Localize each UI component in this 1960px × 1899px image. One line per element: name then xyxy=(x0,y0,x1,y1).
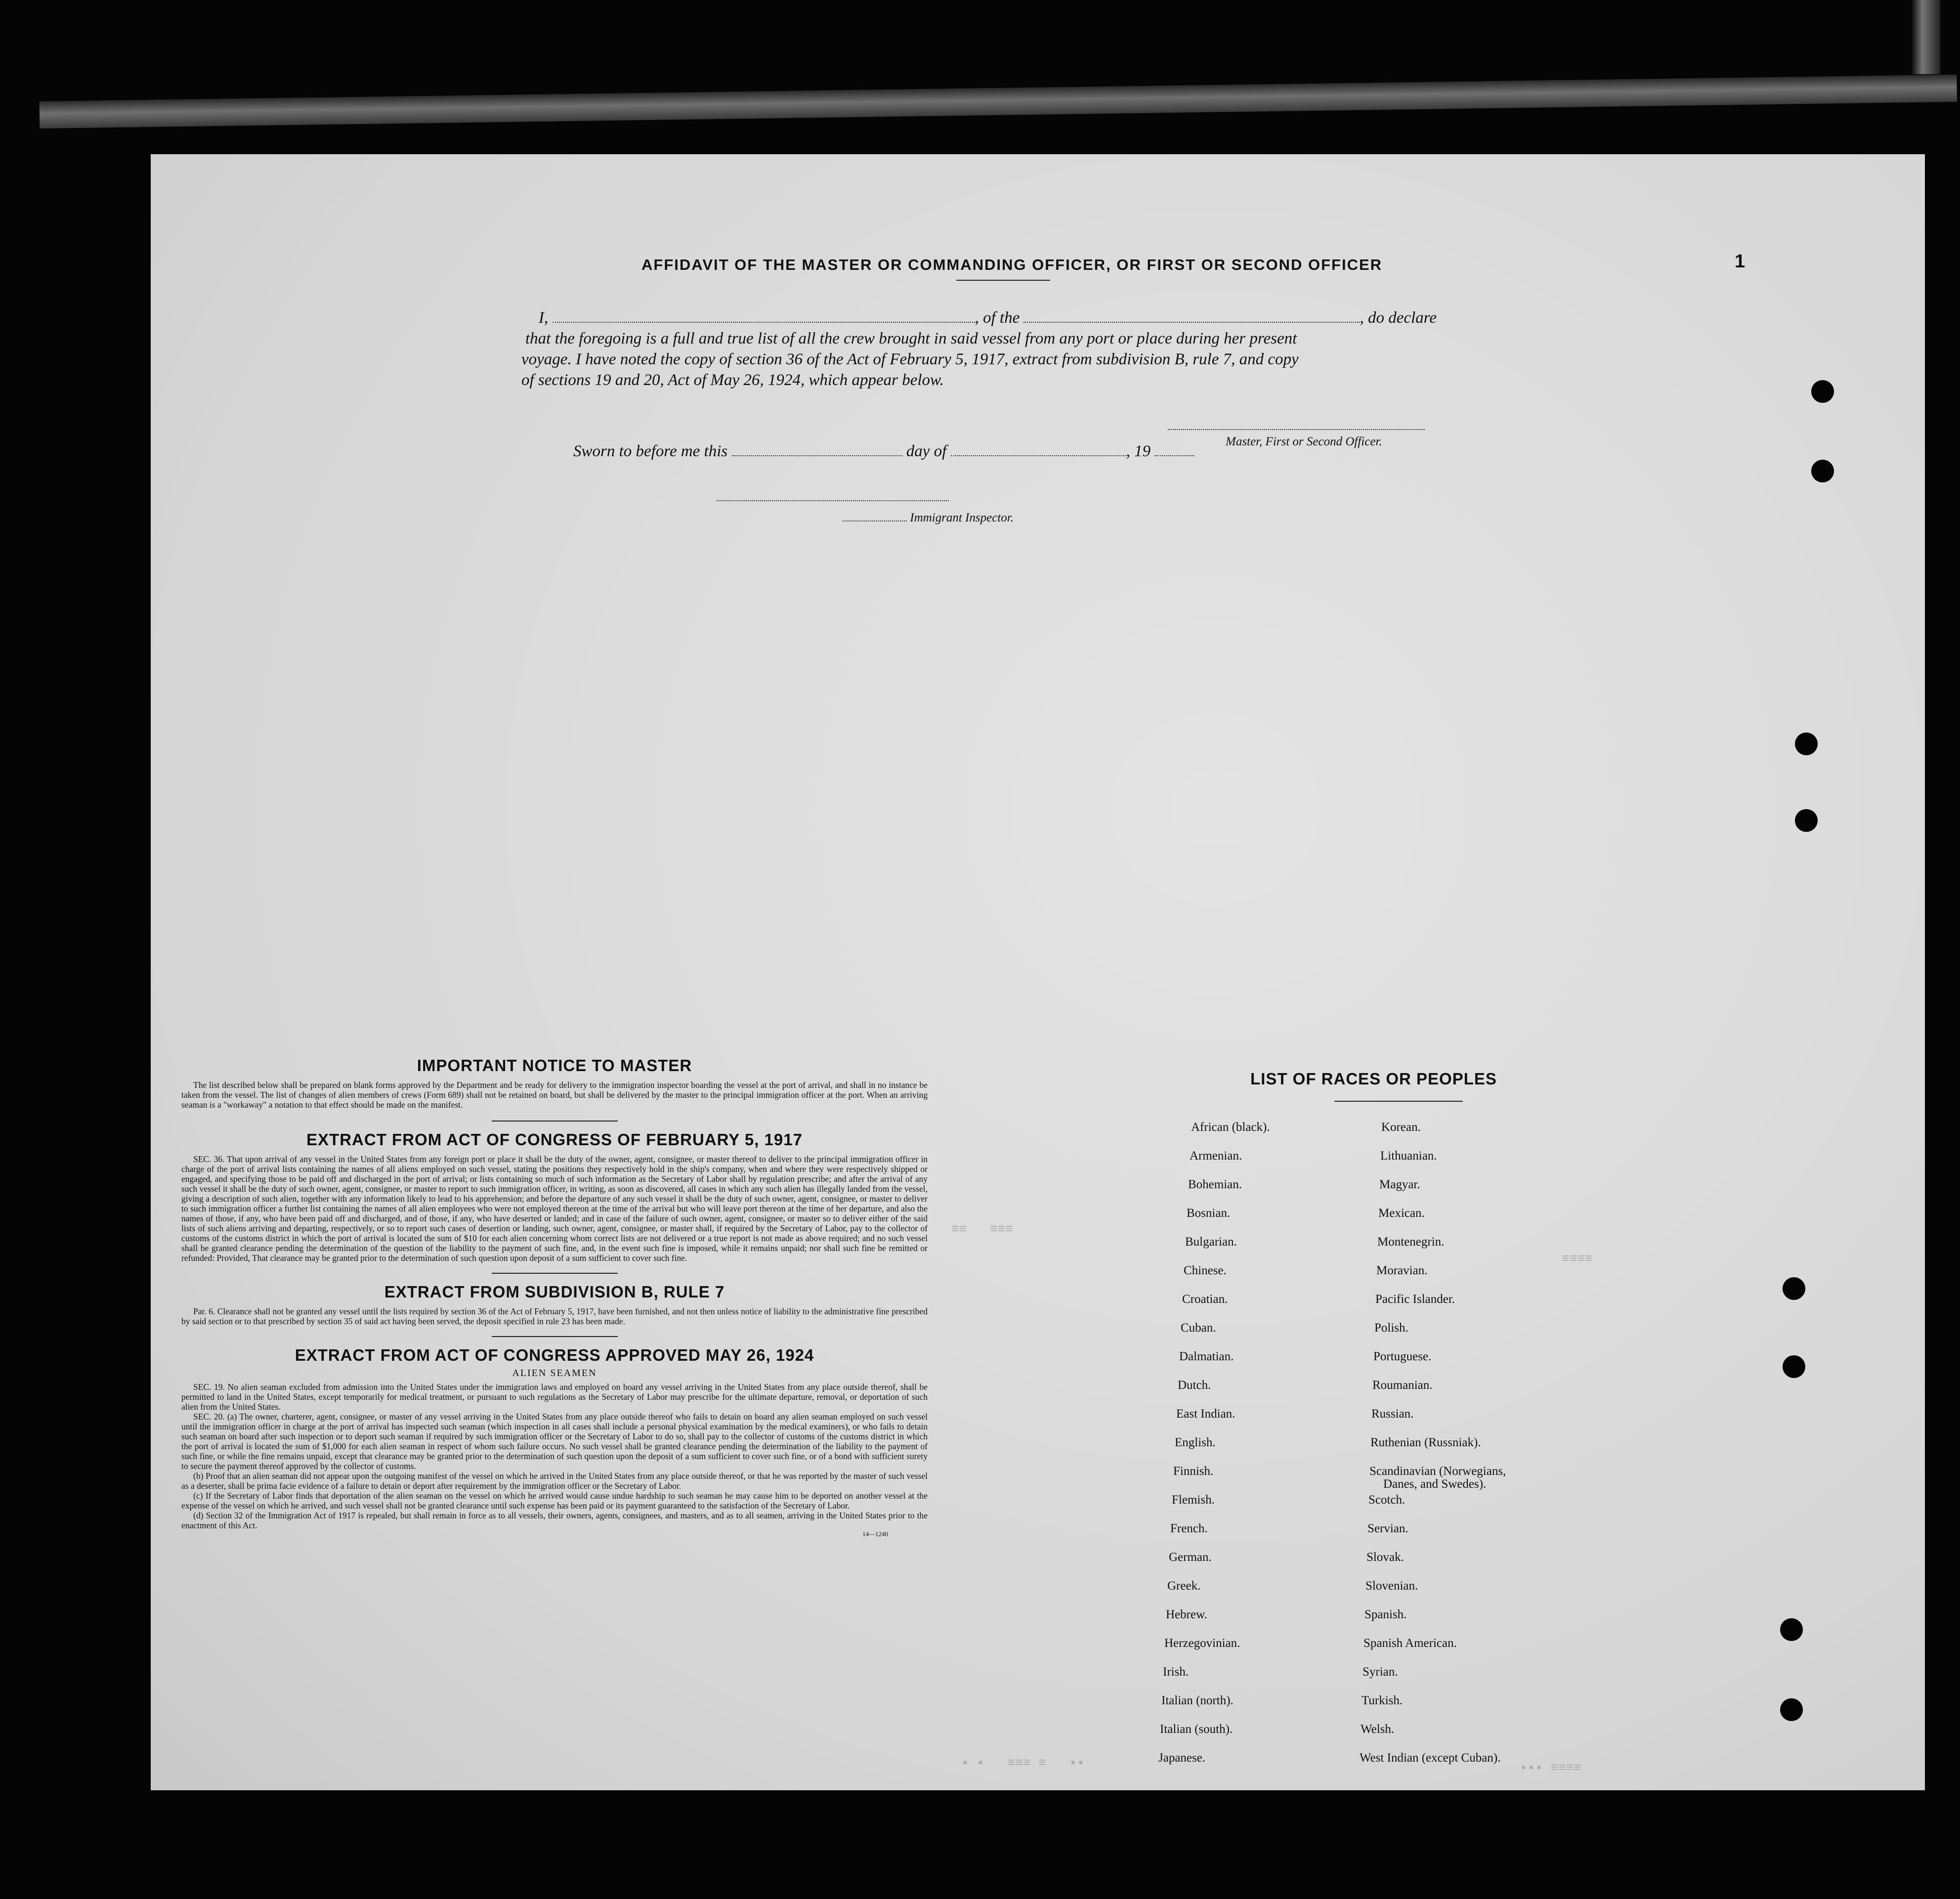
rule7-text: Par. 6. Clearance shall not be granted any vessel until the lists required by section 36 of the Act of February 5, 1917, have been furnished, and not then unless notice of liability to the administrative fine prescribed by said section or to that prescribed by section 35 of said act having been served, the deposit specified in rule 23 has been made. xyxy=(181,1306,928,1326)
binder-bar xyxy=(40,75,1957,129)
scan-edge xyxy=(1911,0,1940,74)
race-item: West Indian (except Cuban). xyxy=(1360,1751,1501,1765)
race-item: Bosnian. xyxy=(1187,1207,1231,1220)
race-item: Turkish. xyxy=(1362,1694,1403,1707)
bleed-through-mark: ≡≡ ≡≡≡ xyxy=(951,1222,1013,1237)
extract-1924-paragraph: (c) If the Secretary of Labor finds that deportation of the alien seaman on the vessel on which he arrived would cause undue hardship to such seaman he may cause him to be deported on another vessel at the expense of the vessel on which he arrived, and such vessel shall not be granted clearance until such expense has been paid or its payment guaranteed to the satisfaction of the Secretary of Labor. xyxy=(181,1491,928,1511)
race-item: Bohemian. xyxy=(1188,1178,1242,1191)
bleed-through-mark: ▪▪▪ ≡≡≡≡ xyxy=(1520,1761,1581,1775)
race-item: Pacific Islander. xyxy=(1375,1293,1455,1306)
race-item: Hebrew. xyxy=(1166,1608,1207,1621)
sworn-year-field[interactable] xyxy=(1154,451,1194,456)
alien-seamen-heading: ALIEN SEAMEN xyxy=(512,1368,597,1379)
extract-1924-title: EXTRACT FROM ACT OF CONGRESS APPROVED MAY 26, 1924 xyxy=(295,1346,814,1364)
punch-hole xyxy=(1811,460,1834,482)
race-item: Montenegrin. xyxy=(1377,1235,1445,1249)
race-item: Flemish. xyxy=(1172,1493,1215,1507)
sworn-month-field[interactable] xyxy=(951,451,1126,456)
page-number: 1 xyxy=(1735,251,1746,272)
affidavit-line-2: that the foregoing is a full and true list of all the crew brought in said vessel from any port or place during her present xyxy=(525,330,1297,347)
race-item: Syrian. xyxy=(1363,1665,1398,1679)
race-item: Cuban. xyxy=(1181,1321,1216,1335)
sworn-prefix: Sworn to before me this xyxy=(573,442,728,460)
signature-line[interactable] xyxy=(1168,429,1425,430)
race-item: Greek. xyxy=(1167,1579,1201,1593)
race-item: Scotch. xyxy=(1368,1493,1406,1507)
punch-hole xyxy=(1780,1618,1803,1641)
affidavit-title: AFFIDAVIT OF THE MASTER OR COMMANDING OFFICER, OR FIRST OR SECOND OFFICER xyxy=(641,256,1383,273)
race-item: Scandinavian (Norwegians, xyxy=(1369,1465,1506,1478)
race-item: Welsh. xyxy=(1361,1723,1395,1736)
punch-hole xyxy=(1795,809,1818,832)
race-item: Dalmatian. xyxy=(1179,1350,1234,1363)
race-item: Spanish American. xyxy=(1363,1637,1457,1650)
legal-column xyxy=(181,1056,928,1538)
punch-hole xyxy=(1783,1355,1805,1378)
punch-hole xyxy=(1811,380,1834,403)
race-item: African (black). xyxy=(1191,1121,1270,1134)
race-item: East Indian. xyxy=(1176,1407,1236,1421)
race-item: Mexican. xyxy=(1378,1207,1425,1220)
race-item: Spanish. xyxy=(1364,1608,1407,1621)
race-item: Servian. xyxy=(1367,1522,1408,1535)
race-item: Slovenian. xyxy=(1365,1579,1418,1593)
race-item: Finnish. xyxy=(1173,1465,1214,1478)
race-item-continuation: Danes, and Swedes). xyxy=(1383,1477,1487,1491)
race-item: Moravian. xyxy=(1376,1264,1428,1277)
race-item: Japanese. xyxy=(1158,1751,1206,1765)
race-item: Ruthenian (Russniak). xyxy=(1370,1436,1481,1449)
extract-1924-paragraph: (d) Section 32 of the Immigration Act of 1917 is repealed, but shall remain in force as to all vessels, their owners, agents, consignees, and masters, and as to all seamen, arriving in the United States prior to the enactment of this Act. xyxy=(181,1511,928,1530)
rule7-title: EXTRACT FROM SUBDIVISION B, RULE 7 xyxy=(384,1283,725,1301)
extract-1924-paragraph: SEC. 19. No alien seaman excluded from admission into the United States under the immigration laws and employed on board any vessel arriving in the United States from any place outside thereof, shall be permitted to land in the United States, except temporarily for medical treatment, or pursuant to such regulations as the Secretary of Labor may prescribe for the ultimate departure, removal, or deportation of such alien from the United States. xyxy=(181,1382,928,1412)
races-title: LIST OF RACES OR PEOPLES xyxy=(1250,1070,1497,1088)
bleed-through-mark: ▪ ▪ ≡≡≡ ≡ ▪▪ xyxy=(961,1756,1085,1770)
race-item: Dutch. xyxy=(1178,1379,1211,1392)
bleed-through-mark: ≡≡≡≡ xyxy=(1562,1252,1593,1266)
race-item: Portuguese. xyxy=(1373,1350,1432,1363)
inspector-prefix-dots xyxy=(843,518,907,521)
affidavit-of-the: , of the xyxy=(975,309,1020,327)
extract-1917-title: EXTRACT FROM ACT OF CONGRESS OF FEBRUARY 5, 1917 xyxy=(306,1130,803,1149)
race-item: English. xyxy=(1175,1436,1216,1449)
race-item: Herzegovinian. xyxy=(1164,1637,1240,1650)
document-page xyxy=(151,154,1925,1790)
affidavit-declare: , do declare xyxy=(1360,309,1437,327)
affidavit-line-3: voyage. I have noted the copy of section 36 of the Act of February 5, 1917, extract from subdivision B, rule 7, and copy xyxy=(521,350,1299,368)
notice-text: The list described below shall be prepared on blank forms approved by the Department and be ready for delivery to the immigration inspector boarding the vessel at the port of arrival, and shall in no instance be taken from the vessel. The list of changes of alien members of crews (Form 689) shall not be retained on board, but shall be delivered by the master to the principal immigration officer at the port. When an arriving seaman is a "workaway" a notation to that effect should be made on the manifest. xyxy=(181,1080,928,1110)
race-item: German. xyxy=(1169,1551,1212,1564)
race-item: Irish. xyxy=(1163,1665,1189,1679)
affidavit-line-4: of sections 19 and 20, Act of May 26, 1924, which appear below. xyxy=(521,371,944,389)
race-item: Korean. xyxy=(1381,1121,1421,1134)
race-item: Italian (north). xyxy=(1161,1694,1234,1707)
race-item: French. xyxy=(1170,1522,1208,1535)
inspector-label xyxy=(843,511,1014,525)
affidavit-line-1 xyxy=(539,307,1437,328)
name-field[interactable] xyxy=(553,318,975,323)
race-item: Chinese. xyxy=(1184,1264,1227,1277)
punch-hole xyxy=(1795,733,1818,755)
race-item: Slovak. xyxy=(1366,1551,1404,1564)
races-title-rule xyxy=(1334,1101,1463,1102)
section-rule xyxy=(492,1273,618,1274)
race-item: Lithuanian. xyxy=(1380,1149,1437,1163)
extract-1924-paragraph: SEC. 20. (a) The owner, charterer, agent, consignee, or master of any vessel arriving in the United States from any place outside thereof who fails to detain on board any alien seaman employed on such vessel until the immigration officer in charge at the port of arrival has inspected such seaman (which inspection in all cases shall include a personal physical examination by the medical examiners), or who fails to detain such seaman on board after such inspection or to deport such seaman if required by such immigration officer or the Secretary of Labor to do so, shall pay to the collector of customs of the customs district in which the port of arrival is located the sum of $1,000 for each alien seaman in respect of whom such failure occurs. No such vessel shall be granted clearance pending the determination of the liability to the payment of such fine, or while the fine remains unpaid, except that clearance may be granted prior to the determination of such question upon the deposit of a sum sufficient to cover such fine, or of a bond with sufficient surety to secure the payment thereof approved by the collector of customs. xyxy=(181,1412,928,1471)
race-item: Roumanian. xyxy=(1372,1379,1433,1392)
sworn-day-label: day of xyxy=(906,442,947,460)
title-rule xyxy=(956,280,1050,281)
affidavit-i: I, xyxy=(539,309,549,327)
extract-1917-text: SEC. 36. That upon arrival of any vessel in the United States from any foreign port or place it shall be the duty of the owner, agent, consignee, or master thereof to deliver to the principal immigration officer in charge of the port of arrival lists containing the names of all aliens employed on such vessel, stating the positions they respectively hold in the ship's company, when and where they were respectively shipped or engaged, and specifying those to be paid off and discharged in the port of arrival; or lists containing so much of such information as the Secretary of Labor shall by regulation prescribe; and after the arrival of any such vessel it shall be the duty of such owner, agent, consignee, or master to report to such immigration officer, in writing, as soon as discovered, all cases in which any such alien has illegally landed from the vessel, giving a description of such alien, together with any information likely to lead to his apprehension; and before the departure of any such vessel it shall be the duty of such owner, agent, consignee, or master to deliver to such immigration officer a further list containing the names of all alien employees who were not employed thereon at the time of the arrival but who will leave port thereon at the time of her departure, and also the names of those, if any, who have been paid off and discharged, and of those, if any, who have deserted or landed; and in case of the failure of such owner, agent, consignee, or master so to deliver either of the said lists of such aliens arriving and departing, respectively, or so to report such cases of desertion or landing, such owner, agent, consignee, or master shall, if required by the Secretary of Labor, pay to the collector of customs of the customs district in which the port of arrival is located the sum of $10 for each alien concerning whom correct lists are not delivered or a true report is not made as above required; and no such vessel shall be granted clearance pending the determination of the question of the liability to the payment of such fine, and, in the event such fine is imposed, while it remains unpaid; nor shall such fine be remitted or refunded: Provided, That clearance may be granted prior to the determination of such question upon deposit of a sum sufficient to cover such fine. xyxy=(181,1154,928,1263)
sworn-day-field[interactable] xyxy=(732,451,902,456)
sworn-line xyxy=(573,441,1194,462)
section-rule xyxy=(492,1121,618,1122)
form-number: 14—1240 xyxy=(862,1530,888,1538)
sworn-year-label: , 19 xyxy=(1126,442,1151,460)
race-item: Bulgarian. xyxy=(1185,1235,1237,1249)
race-item: Armenian. xyxy=(1190,1149,1242,1163)
race-item: Croatian. xyxy=(1182,1293,1228,1306)
race-item: Polish. xyxy=(1374,1321,1408,1335)
vessel-field[interactable] xyxy=(1023,318,1360,323)
inspector-label-text: Immigrant Inspector. xyxy=(910,511,1014,524)
race-item: Magyar. xyxy=(1379,1178,1420,1191)
punch-hole xyxy=(1780,1698,1803,1721)
extract-1924-paragraph: (b) Proof that an alien seaman did not appear upon the outgoing manifest of the vessel on which he arrived in the United States from any place outside thereof, or that he was reported by the master of such vessel as a deserter, shall be prima facie evidence of a failure to detain or deport after requirement by the immigration officer or the Secretary of Labor. xyxy=(181,1471,928,1491)
notice-title: IMPORTANT NOTICE TO MASTER xyxy=(417,1056,692,1075)
race-item: Italian (south). xyxy=(1160,1723,1233,1736)
race-item: Russian. xyxy=(1371,1407,1414,1421)
section-rule xyxy=(492,1336,618,1337)
signatory-label: Master, First or Second Officer. xyxy=(1226,435,1382,448)
inspector-signature-line[interactable] xyxy=(717,500,949,501)
punch-hole xyxy=(1783,1277,1805,1300)
